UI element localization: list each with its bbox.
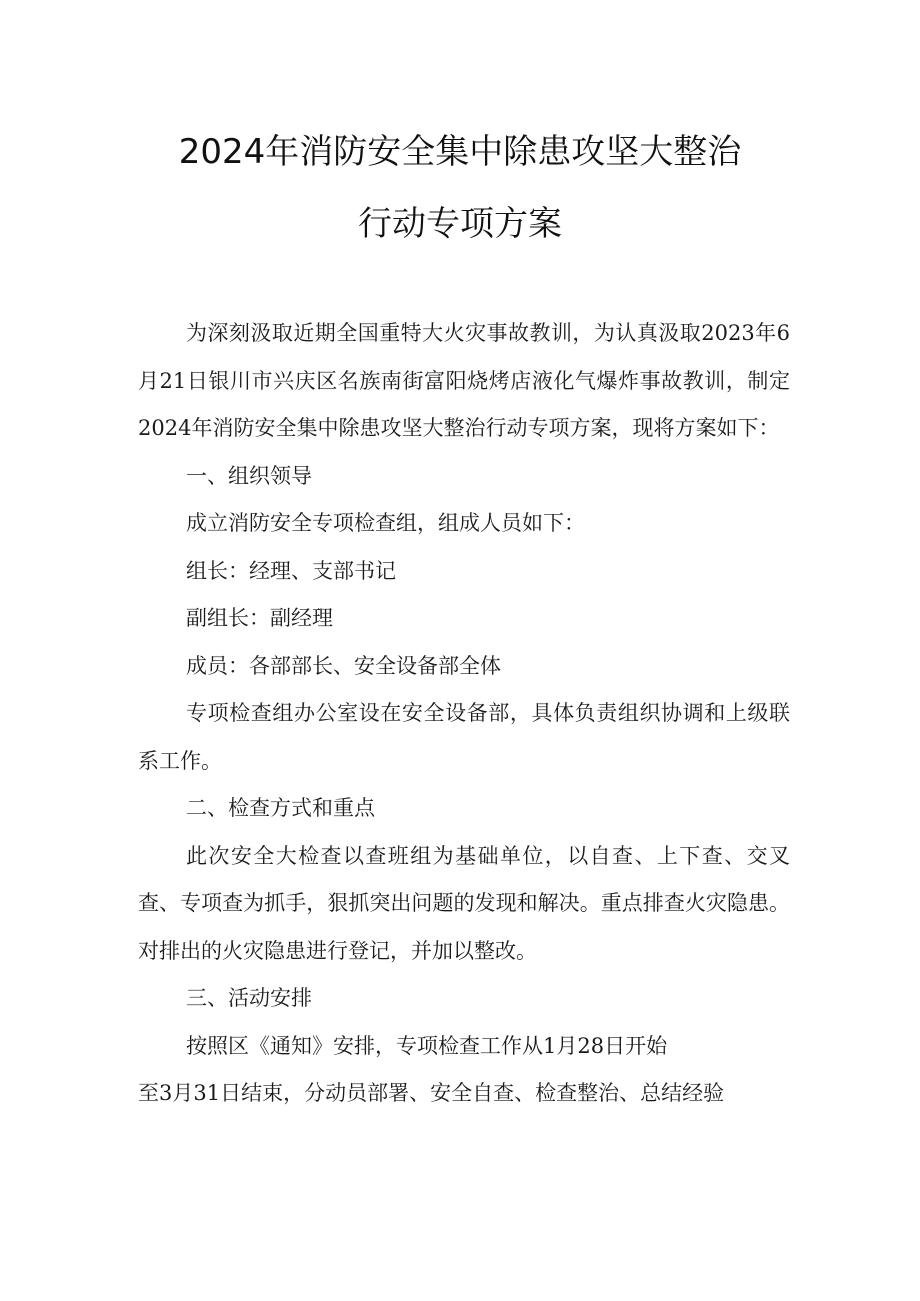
- paragraph-deputy-leader: 副组长：副经理: [186, 606, 333, 630]
- document-body: [138, 310, 790, 1118]
- document-title-line-2: 行动专项方案: [358, 204, 562, 244]
- intro-paragraph: 为深刻汲取近期全国重特大火灾事故教训，为认真汲取2023年6月21日银川市兴庆区名族南街富阳烧烤店液化气爆炸事故教训，制定2024年消防安全集中除患攻坚大整治行动专项方案，现将方案如下：: [138, 321, 790, 440]
- section-heading-schedule: 三、活动安排: [186, 986, 312, 1010]
- paragraph-inspection-method: 此次安全大检查以查班组为基础单位，以自查、上下查、交叉查、专项查为抓手，狠抓突出问题的发现和解决。重点排查火灾隐患。对排出的火灾隐患进行登记，并加以整改。: [138, 843, 790, 963]
- section-heading-inspection: 二、检查方式和重点: [186, 796, 375, 820]
- paragraph-schedule-start: 按照区《通知》安排，专项检查工作从1月28日开始: [186, 1033, 668, 1058]
- document-title-line-1: 2024年消防安全集中除患攻坚大整治: [178, 132, 742, 172]
- section-heading-organization: 一、组织领导: [186, 463, 312, 488]
- paragraph-team-setup: 成立消防安全专项检查组，组成人员如下：: [186, 511, 585, 535]
- paragraph-office: 专项检查组办公室设在安全设备部，具体负责组织协调和上级联系工作。: [138, 701, 790, 773]
- paragraph-schedule-end: 至3月31日结束，分动员部署、安全自查、检查整治、总结经验: [138, 1081, 725, 1105]
- paragraph-members: 成员：各部部长、安全设备部全体: [186, 653, 501, 678]
- paragraph-team-leader: 组长：经理、支部书记: [186, 558, 396, 583]
